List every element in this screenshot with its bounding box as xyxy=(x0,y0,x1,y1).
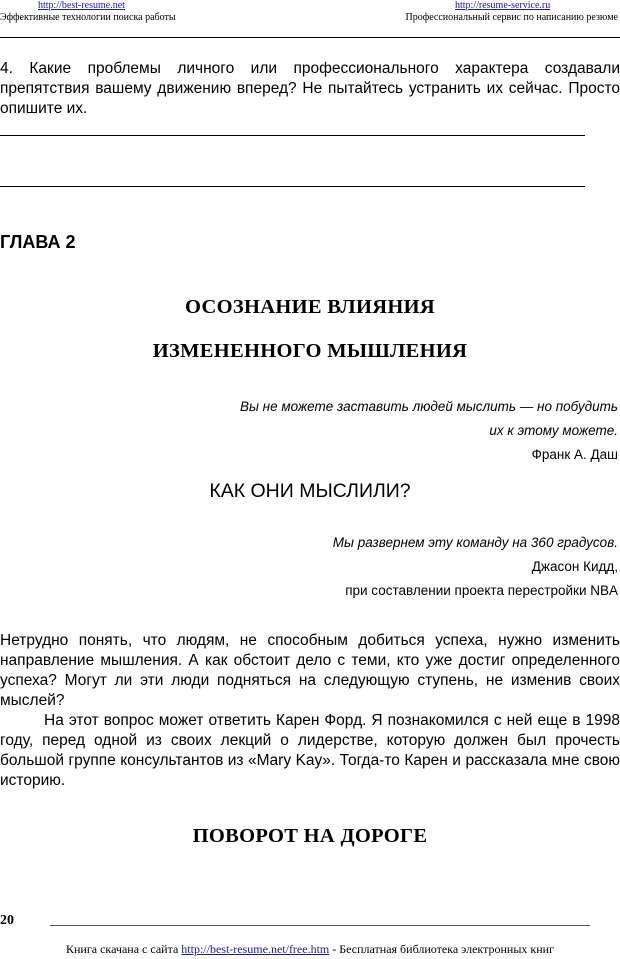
header-right-subtitle: Профессиональный сервис по написанию резюме xyxy=(405,12,618,23)
chapter-title-line-2: ИЗМЕНЕННОГО МЫШЛЕНИЯ xyxy=(152,340,468,362)
answer-line-2 xyxy=(0,186,585,187)
epigraph-1-author: Франк А. Даш xyxy=(531,447,618,462)
section-title: КАК ОНИ МЫСЛИЛИ? xyxy=(209,480,411,502)
footer-divider xyxy=(50,925,590,926)
body-paragraph-2: На этот вопрос может ответить Карен Форд. Я познакомился с ней еще в 1998 году, перед одной из своих лекций о лидерстве, которую должен был прочесть большой группе консультантов из «Mary Kay». Тогда-то Карен и рассказала мне свою историю. xyxy=(0,712,620,789)
footer-link[interactable]: http://best-resume.net/free.htm xyxy=(181,942,330,956)
page-number: 20 xyxy=(0,913,14,928)
epigraph-2-author: Джасон Кидд, xyxy=(531,559,618,574)
epigraph-2-quote: Мы развернем эту команду на 360 градусов. xyxy=(332,535,618,550)
header-left-subtitle: Эффективные технологии поиска работы xyxy=(0,12,176,23)
epigraph-2-context: при составлении проекта перестройки NBA xyxy=(345,583,618,598)
header-left-link[interactable]: http://best-resume.net xyxy=(38,0,125,11)
epigraph-1-line-2: их к этому можете. xyxy=(489,423,618,438)
next-section-title: ПОВОРОТ НА ДОРОГЕ xyxy=(192,825,428,847)
footer-prefix: Книга скачана с сайта xyxy=(66,942,179,956)
footer-text xyxy=(0,942,620,957)
answer-line-1 xyxy=(0,135,585,136)
body-paragraph-1: Нетрудно понять, что людям, не способным добиться успеха, нужно изменить направление мышления. А как обстоит дело с теми, кто уже достиг определенного успеха? Могут ли эти люди подняться на следующую ступень, не изменив своих мыслей? xyxy=(0,632,620,709)
question-4: 4. Какие проблемы личного или профессионального характера создавали препятствия вашему движению вперед? Не пытайтесь устранить их сейчас. Просто опишите их. xyxy=(0,60,620,117)
epigraph-1-line-1: Вы не можете заставить людей мыслить — но побудить xyxy=(239,399,618,414)
chapter-label: ГЛАВА 2 xyxy=(0,232,76,252)
header-right-link[interactable]: http://resume-service.ru xyxy=(455,0,551,11)
header-divider xyxy=(0,37,620,38)
footer-suffix: - Бесплатная библиотека электронных книг xyxy=(332,942,554,956)
chapter-title-line-1: ОСОЗНАНИЕ ВЛИЯНИЯ xyxy=(185,296,435,318)
